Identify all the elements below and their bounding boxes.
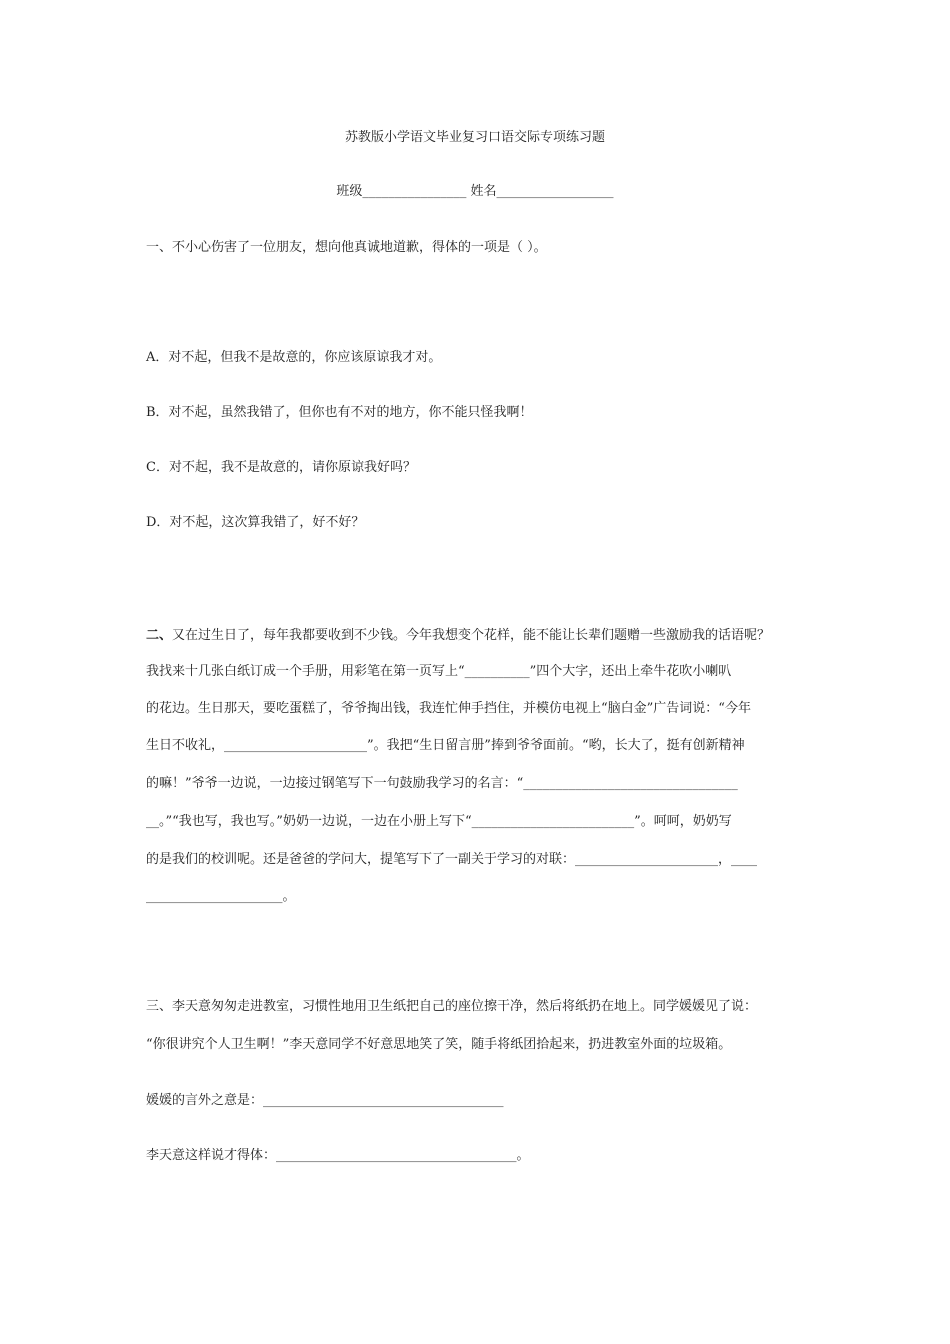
- question-2-line: 的嘛！”爷爷一边说，一边接过钢笔写下一句鼓励我学习的名言：“_________________________________: [146, 776, 738, 791]
- question-1-stem: 一、不小心伤害了一位朋友，想向他真诚地道歉，得体的一项是（ ）。: [146, 240, 547, 255]
- question-1-option-c: C．对不起，我不是故意的，请你原谅我好吗？: [146, 460, 416, 475]
- question-2-line: _____________________。: [146, 889, 296, 904]
- question-1-option-d: D．对不起，这次算我错了，好不好？: [146, 515, 365, 530]
- document-title: 苏教版小学语文毕业复习口语交际专项练习题: [344, 130, 605, 145]
- question-1-option-b: B．对不起，虽然我错了，但你也有不对的地方，你不能只怪我啊！: [146, 405, 533, 420]
- question-2-line: 的是我们的校训呢。还是爸爸的学问大，提笔写下了一副关于学习的对联：______________________，____: [146, 852, 758, 867]
- class-name-line: 班级________________ 姓名__________________: [336, 184, 614, 199]
- question-2-line: 的花边。生日那天，要吃蛋糕了，爷爷掏出钱，我连忙伸手挡住，并模仿电视上“脑白金”广告词说：“今年: [146, 701, 751, 716]
- question-2-line: 我找来十几张白纸订成一个手册，用彩笔在第一页写上“__________”四个大字，还出上牵牛花吹小喇叭: [146, 664, 732, 679]
- question-3-line: “你很讲究个人卫生啊！”李天意同学不好意思地笑了笑，随手将纸团拾起来，扔进教室外面的垃圾箱。: [146, 1037, 732, 1052]
- question-2-text: 又在过生日了，每年我都要收到不少钱。今年我想变个花样，能不能让长辈们题赠一些激励我的话语呢？: [172, 628, 771, 643]
- question-2-line: [146, 626, 770, 646]
- question-2-line: __。”“我也写，我也写。”奶奶一边说，一边在小册上写下“_________________________”。呵呵，奶奶写: [146, 814, 732, 829]
- question-2-line: 生日不收礼，______________________”。我把“生日留言册”捧到爷爷面前。“哟，长大了，挺有创新精神: [146, 738, 745, 753]
- question-2-number: 二、: [146, 628, 173, 643]
- question-3-answer-1: 媛媛的言外之意是：_____________________________________: [146, 1093, 504, 1108]
- question-1-option-a: A．对不起，但我不是故意的，你应该原谅我才对。: [146, 350, 442, 365]
- question-3-answer-2: 李天意这样说才得体：_____________________________________。: [146, 1148, 530, 1163]
- question-3-line: 三、李天意匆匆走进教室，习惯性地用卫生纸把自己的座位擦干净，然后将纸扔在地上。同学媛媛见了说：: [146, 999, 758, 1014]
